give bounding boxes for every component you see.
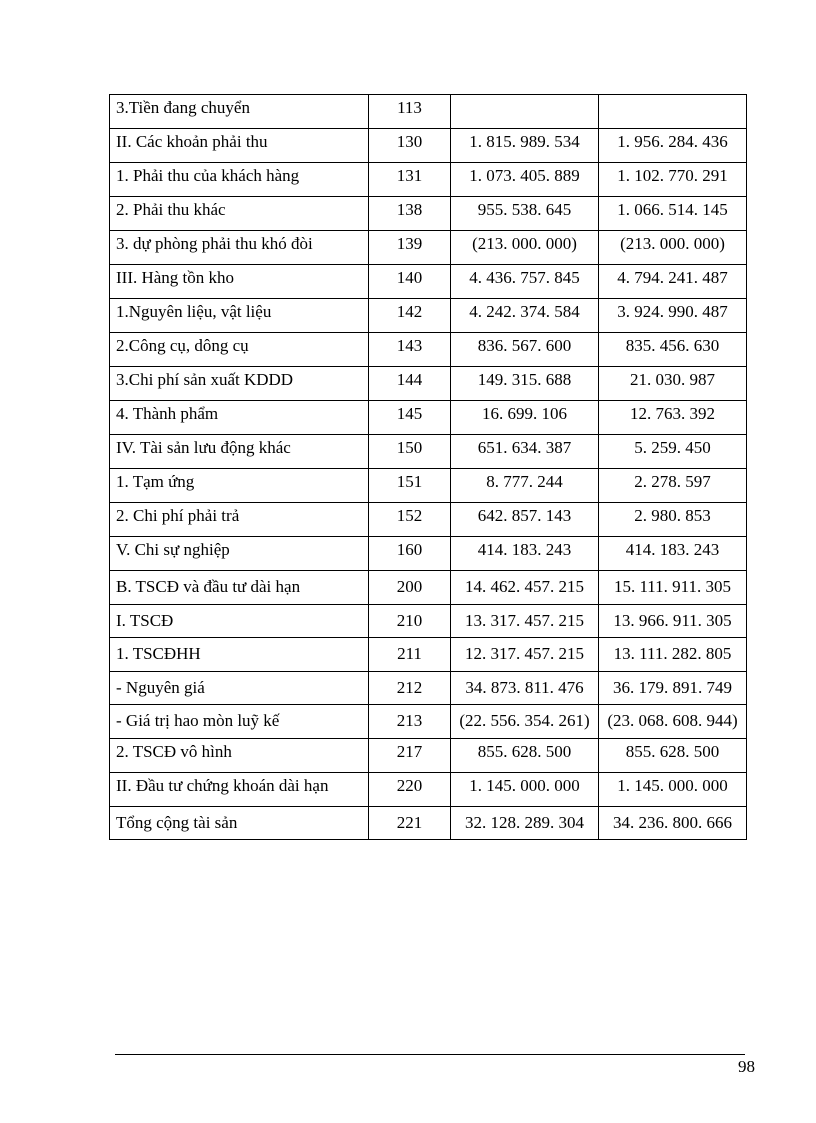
row-amount-start-cell: 4. 242. 374. 584 (451, 299, 599, 333)
row-code-cell: 131 (369, 163, 451, 197)
table-row (110, 671, 747, 705)
table-row (110, 806, 747, 840)
row-code-cell: 151 (369, 469, 451, 503)
row-code-cell: 140 (369, 265, 451, 299)
row-label-cell: 1. TSCĐHH (110, 638, 369, 672)
row-label-cell: III. Hàng tồn kho (110, 265, 369, 299)
row-label-cell: - Giá trị hao mòn luỹ kế (110, 705, 369, 739)
row-code-cell: 220 (369, 772, 451, 806)
row-amount-end-cell: 414. 183. 243 (599, 537, 747, 571)
row-amount-start-cell: 14. 462. 457. 215 (451, 571, 599, 605)
table-row (110, 469, 747, 503)
row-amount-end-cell: 2. 980. 853 (599, 503, 747, 537)
row-amount-end-cell: 1. 956. 284. 436 (599, 129, 747, 163)
row-label-cell: 2.Công cụ, dông cụ (110, 333, 369, 367)
row-label-cell: - Nguyên giá (110, 671, 369, 705)
row-amount-end-cell: 36. 179. 891. 749 (599, 671, 747, 705)
row-amount-end-cell: 13. 111. 282. 805 (599, 638, 747, 672)
row-amount-start-cell: 32. 128. 289. 304 (451, 806, 599, 840)
row-label-cell: 1.Nguyên liệu, vật liệu (110, 299, 369, 333)
row-label-cell: 2. Chi phí phải trả (110, 503, 369, 537)
table-row (110, 604, 747, 638)
row-amount-start-cell: 955. 538. 645 (451, 197, 599, 231)
table-row (110, 129, 747, 163)
row-code-cell: 145 (369, 401, 451, 435)
row-amount-start-cell: 8. 777. 244 (451, 469, 599, 503)
row-code-cell: 221 (369, 806, 451, 840)
row-amount-end-cell: 3. 924. 990. 487 (599, 299, 747, 333)
row-amount-end-cell: 21. 030. 987 (599, 367, 747, 401)
row-code-cell: 138 (369, 197, 451, 231)
row-label-cell: 1. Phải thu của khách hàng (110, 163, 369, 197)
row-amount-start-cell: 34. 873. 811. 476 (451, 671, 599, 705)
row-amount-end-cell: 34. 236. 800. 666 (599, 806, 747, 840)
row-amount-start-cell: 12. 317. 457. 215 (451, 638, 599, 672)
row-code-cell: 113 (369, 95, 451, 129)
row-code-cell: 142 (369, 299, 451, 333)
table-row (110, 705, 747, 739)
row-amount-start-cell: 855. 628. 500 (451, 738, 599, 772)
table-row (110, 231, 747, 265)
row-label-cell: B. TSCĐ và đầu tư dài hạn (110, 571, 369, 605)
table-row (110, 401, 747, 435)
row-amount-start-cell: 4. 436. 757. 845 (451, 265, 599, 299)
table-row (110, 738, 747, 772)
row-amount-end-cell: 15. 111. 911. 305 (599, 571, 747, 605)
balance-sheet-table (109, 94, 747, 840)
row-code-cell: 211 (369, 638, 451, 672)
row-amount-end-cell: 855. 628. 500 (599, 738, 747, 772)
row-amount-start-cell: 414. 183. 243 (451, 537, 599, 571)
row-label-cell: 4. Thành phẩm (110, 401, 369, 435)
row-amount-end-cell: 2. 278. 597 (599, 469, 747, 503)
row-label-cell: 3.Tiền đang chuyển (110, 95, 369, 129)
row-amount-end-cell: (23. 068. 608. 944) (599, 705, 747, 739)
row-amount-start-cell: (22. 556. 354. 261) (451, 705, 599, 739)
row-amount-end-cell: 13. 966. 911. 305 (599, 604, 747, 638)
table-row (110, 638, 747, 672)
row-amount-start-cell: 16. 699. 106 (451, 401, 599, 435)
table-body (110, 95, 747, 840)
row-amount-end-cell: 5. 259. 450 (599, 435, 747, 469)
row-amount-end-cell: (213. 000. 000) (599, 231, 747, 265)
row-label-cell: 2. Phải thu khác (110, 197, 369, 231)
row-amount-start-cell: 651. 634. 387 (451, 435, 599, 469)
row-code-cell: 152 (369, 503, 451, 537)
page-number: 98 (738, 1057, 755, 1076)
row-amount-start-cell: 149. 315. 688 (451, 367, 599, 401)
table-row (110, 163, 747, 197)
table-row (110, 95, 747, 129)
row-amount-start-cell: 1. 145. 000. 000 (451, 772, 599, 806)
row-code-cell: 160 (369, 537, 451, 571)
table-row (110, 333, 747, 367)
row-amount-end-cell: 1. 145. 000. 000 (599, 772, 747, 806)
table-row (110, 299, 747, 333)
table-row (110, 265, 747, 299)
row-amount-start-cell: (213. 000. 000) (451, 231, 599, 265)
row-amount-end-cell: 12. 763. 392 (599, 401, 747, 435)
row-label-cell: Tổng cộng tài sản (110, 806, 369, 840)
row-amount-start-cell (451, 95, 599, 129)
row-amount-start-cell: 642. 857. 143 (451, 503, 599, 537)
row-amount-end-cell: 4. 794. 241. 487 (599, 265, 747, 299)
row-amount-end-cell: 1. 066. 514. 145 (599, 197, 747, 231)
row-label-cell: 3. dự phòng phải thu khó đòi (110, 231, 369, 265)
row-code-cell: 217 (369, 738, 451, 772)
row-label-cell: II. Đầu tư chứng khoán dài hạn (110, 772, 369, 806)
row-code-cell: 150 (369, 435, 451, 469)
table-row (110, 435, 747, 469)
table-row (110, 537, 747, 571)
row-code-cell: 210 (369, 604, 451, 638)
row-code-cell: 200 (369, 571, 451, 605)
table-row (110, 772, 747, 806)
row-code-cell: 139 (369, 231, 451, 265)
row-label-cell: 2. TSCĐ vô hình (110, 738, 369, 772)
table-row (110, 571, 747, 605)
row-label-cell: 3.Chi phí sản xuất KDDD (110, 367, 369, 401)
row-label-cell: V. Chi sự nghiệp (110, 537, 369, 571)
row-code-cell: 144 (369, 367, 451, 401)
row-amount-start-cell: 1. 073. 405. 889 (451, 163, 599, 197)
row-amount-end-cell: 1. 102. 770. 291 (599, 163, 747, 197)
row-label-cell: 1. Tạm ứng (110, 469, 369, 503)
row-amount-end-cell: 835. 456. 630 (599, 333, 747, 367)
row-amount-start-cell: 1. 815. 989. 534 (451, 129, 599, 163)
row-code-cell: 143 (369, 333, 451, 367)
row-label-cell: IV. Tài sản lưu động khác (110, 435, 369, 469)
table-row (110, 197, 747, 231)
row-amount-start-cell: 13. 317. 457. 215 (451, 604, 599, 638)
table-row (110, 503, 747, 537)
row-amount-end-cell (599, 95, 747, 129)
row-code-cell: 212 (369, 671, 451, 705)
row-amount-start-cell: 836. 567. 600 (451, 333, 599, 367)
table-row (110, 367, 747, 401)
footer-divider (115, 1054, 745, 1055)
row-code-cell: 213 (369, 705, 451, 739)
row-label-cell: II. Các khoản phải thu (110, 129, 369, 163)
row-label-cell: I. TSCĐ (110, 604, 369, 638)
row-code-cell: 130 (369, 129, 451, 163)
